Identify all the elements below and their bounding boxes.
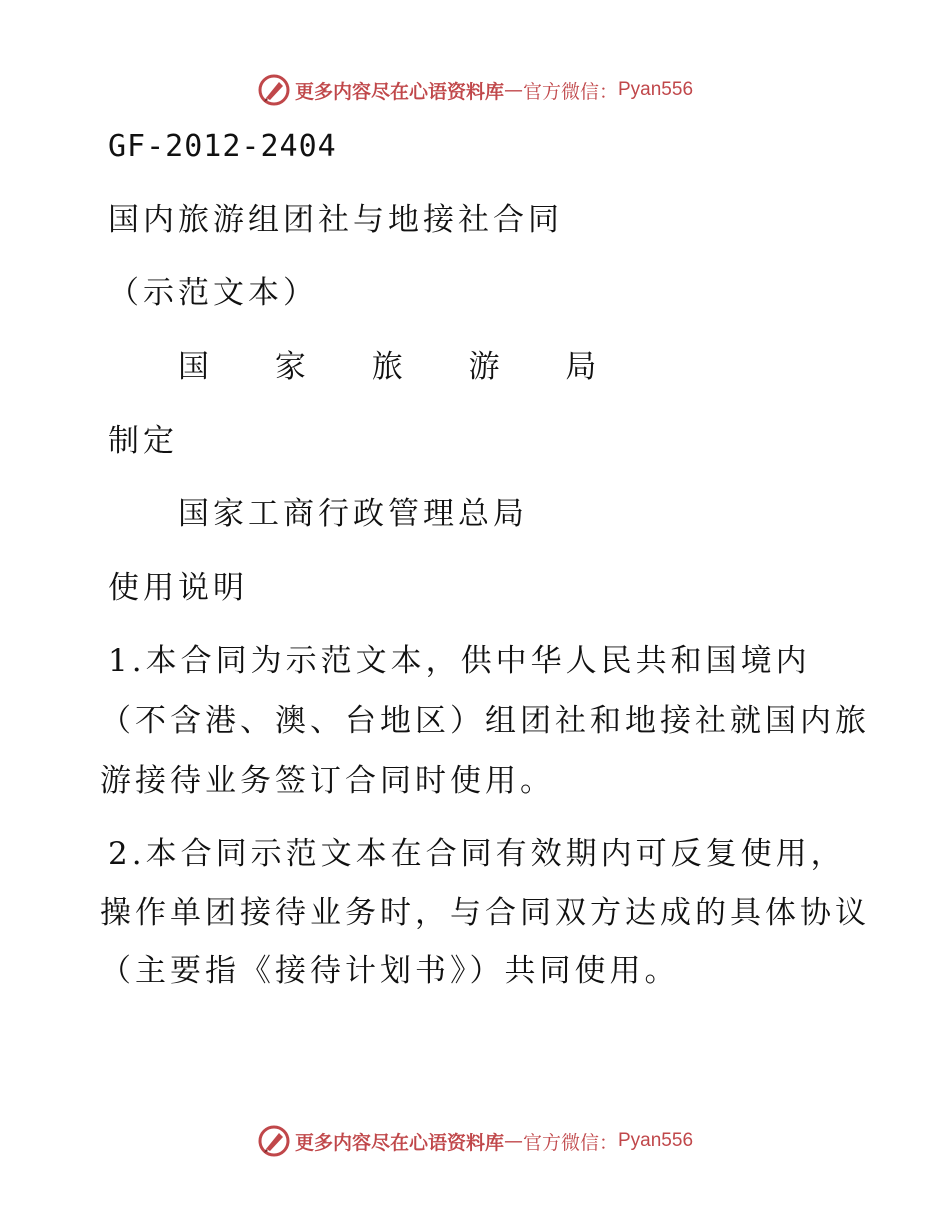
issuer-saic: 国家工商行政管理总局 <box>178 496 528 532</box>
watermark-main-text: 更多内容尽在心语资料库 <box>294 1131 504 1154</box>
watermark-banner-bottom <box>0 1121 950 1161</box>
made-label: 制定 <box>108 423 178 459</box>
watermark-wechat-id: Pyan556 <box>618 1130 694 1151</box>
watermark-separator: — <box>503 1130 523 1152</box>
usage-item-1-line-2: （不含港、澳、台地区）组团社和地接社就国内旅 <box>100 703 870 739</box>
pen-logo-icon <box>257 1124 291 1158</box>
usage-item-1-line-1: 1.本合同为示范文本，供中华人民共和国境内 <box>108 643 811 679</box>
watermark-wechat-id: Pyan556 <box>618 79 694 100</box>
watermark-banner-top <box>0 70 950 110</box>
watermark-wechat-label: 官方微信： <box>522 80 618 103</box>
usage-heading: 使用说明 <box>108 570 248 606</box>
usage-item-2-line-2: 操作单团接待业务时，与合同双方达成的具体协议 <box>100 895 870 931</box>
issuer-tourism-bureau: 国 家 旅 游 局 <box>178 349 625 385</box>
usage-item-2-line-1: 2.本合同示范文本在合同有效期内可反复使用， <box>108 836 846 872</box>
document-code: GF-2012-2404 <box>108 129 337 164</box>
pen-logo-icon <box>257 73 291 107</box>
watermark-separator: — <box>503 79 523 101</box>
document-title: 国内旅游组团社与地接社合同 <box>108 202 563 238</box>
watermark-main-text: 更多内容尽在心语资料库 <box>294 80 504 103</box>
usage-item-2-line-3: （主要指《接待计划书》）共同使用。 <box>100 953 680 989</box>
document-subtitle: （示范文本） <box>108 275 318 311</box>
usage-item-1-line-3: 游接待业务签订合同时使用。 <box>100 763 555 799</box>
watermark-wechat-label: 官方微信： <box>522 1131 618 1154</box>
